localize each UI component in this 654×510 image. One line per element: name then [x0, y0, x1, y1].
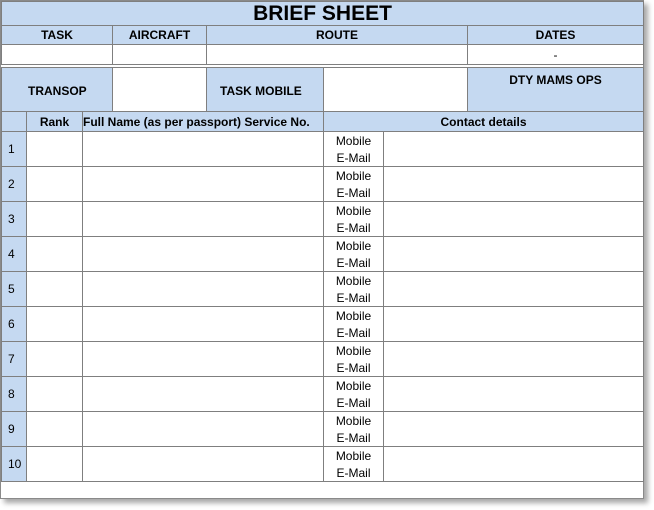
name-cell[interactable] [83, 272, 324, 307]
table-row [2, 342, 644, 360]
table-row [2, 202, 644, 220]
mobile-label: Mobile [324, 237, 384, 255]
table-row [2, 377, 644, 395]
email-label: E-Mail [324, 254, 384, 272]
aircraft-value[interactable] [113, 45, 207, 65]
sheet-title: BRIEF SHEET [2, 2, 644, 26]
mobile-label: Mobile [324, 447, 384, 465]
mobile-label: Mobile [324, 377, 384, 395]
email-label: E-Mail [324, 429, 384, 447]
ops-table [1, 67, 644, 114]
personnel-table [1, 111, 644, 482]
route-value[interactable] [207, 45, 468, 65]
dates-header: DATES [468, 26, 644, 45]
rank-cell[interactable] [27, 447, 83, 482]
table-row [2, 412, 644, 430]
email-label: E-Mail [324, 324, 384, 342]
table-row [2, 167, 644, 185]
mobile-label: Mobile [324, 272, 384, 290]
rank-header: Rank [27, 112, 83, 132]
name-cell[interactable] [83, 307, 324, 342]
table-row [2, 272, 644, 290]
row-number: 1 [2, 132, 27, 167]
email-label: E-Mail [324, 464, 384, 482]
name-cell[interactable] [83, 237, 324, 272]
rank-cell[interactable] [27, 412, 83, 447]
contact-cell[interactable] [384, 202, 644, 237]
task-header: TASK [2, 26, 113, 45]
mobile-label: Mobile [324, 307, 384, 325]
name-cell[interactable] [83, 167, 324, 202]
dates-value[interactable]: - [468, 45, 644, 65]
row-number: 2 [2, 167, 27, 202]
contact-cell[interactable] [384, 132, 644, 167]
route-header: ROUTE [207, 26, 468, 45]
email-label: E-Mail [324, 219, 384, 237]
rank-cell[interactable] [27, 132, 83, 167]
name-cell[interactable] [83, 412, 324, 447]
contact-cell[interactable] [384, 237, 644, 272]
rank-cell[interactable] [27, 272, 83, 307]
mobile-label: Mobile [324, 412, 384, 430]
mobile-label: Mobile [324, 342, 384, 360]
transop-label: TRANSOP [2, 68, 113, 114]
contact-cell[interactable] [384, 412, 644, 447]
row-number: 10 [2, 447, 27, 482]
name-cell[interactable] [83, 202, 324, 237]
table-row [2, 307, 644, 325]
contact-cell[interactable] [384, 447, 644, 482]
aircraft-header: AIRCRAFT [113, 26, 207, 45]
name-header: Full Name (as per passport) Service No. [83, 112, 324, 132]
table-row [2, 237, 644, 255]
contact-cell[interactable] [384, 342, 644, 377]
mobile-label: Mobile [324, 132, 384, 150]
row-number: 7 [2, 342, 27, 377]
row-number: 3 [2, 202, 27, 237]
contact-header: Contact details [324, 112, 644, 132]
task-mobile-label: TASK MOBILE [207, 68, 324, 114]
name-cell[interactable] [83, 342, 324, 377]
rank-cell[interactable] [27, 202, 83, 237]
rank-cell[interactable] [27, 237, 83, 272]
table-row [2, 447, 644, 465]
row-number: 9 [2, 412, 27, 447]
row-number: 4 [2, 237, 27, 272]
task-value[interactable] [2, 45, 113, 65]
contact-cell[interactable] [384, 377, 644, 412]
rank-cell[interactable] [27, 342, 83, 377]
index-header [2, 112, 27, 132]
dty-mams-ops-label: DTY MAMS OPS [468, 68, 644, 114]
rank-cell[interactable] [27, 167, 83, 202]
email-label: E-Mail [324, 359, 384, 377]
row-number: 6 [2, 307, 27, 342]
email-label: E-Mail [324, 394, 384, 412]
row-number: 8 [2, 377, 27, 412]
email-label: E-Mail [324, 184, 384, 202]
name-cell[interactable] [83, 447, 324, 482]
rank-cell[interactable] [27, 307, 83, 342]
contact-cell[interactable] [384, 307, 644, 342]
contact-cell[interactable] [384, 272, 644, 307]
contact-cell[interactable] [384, 167, 644, 202]
name-cell[interactable] [83, 132, 324, 167]
rank-cell[interactable] [27, 377, 83, 412]
row-number: 5 [2, 272, 27, 307]
name-cell[interactable] [83, 377, 324, 412]
email-label: E-Mail [324, 289, 384, 307]
transop-value[interactable] [113, 68, 207, 114]
mobile-label: Mobile [324, 167, 384, 185]
mobile-label: Mobile [324, 202, 384, 220]
task-mobile-value[interactable] [324, 68, 468, 114]
header-table [1, 1, 644, 65]
table-row [2, 132, 644, 150]
roster-body [2, 132, 644, 482]
email-label: E-Mail [324, 149, 384, 167]
